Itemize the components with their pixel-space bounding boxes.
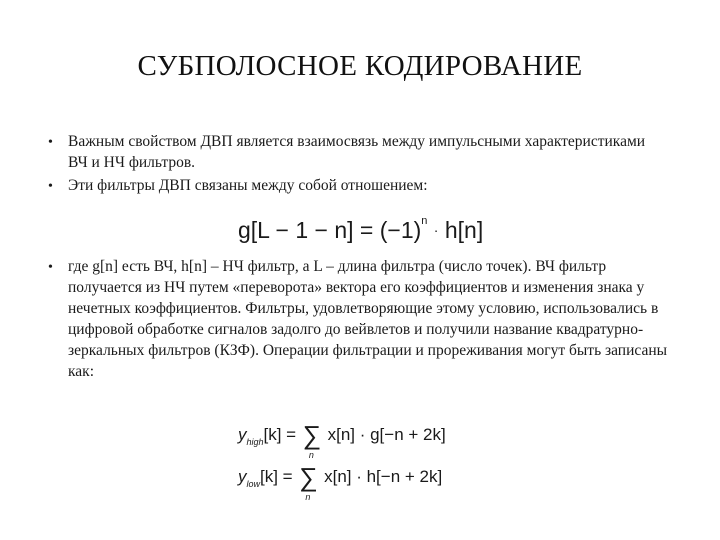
sum-index-high: n (308, 450, 314, 460)
formula-low-y: y (238, 467, 247, 486)
bullet-text-1: Важным свойством ДВП является взаимосвязь между импульсными характеристиками ВЧ и НЧ фильтров. (68, 133, 646, 171)
formula-relation-lhs: g[L − 1 − n] = (−1) (238, 217, 422, 243)
formula-relation-dot: · (433, 222, 439, 238)
formula-high-y: y (238, 425, 247, 444)
formula-high-subscript: high (246, 437, 264, 447)
sum-symbol-high (301, 420, 323, 460)
sum-sign-low: ∑ (299, 462, 318, 492)
slide-title: СУБПОЛОСНОЕ КОДИРОВАНИЕ (137, 50, 583, 82)
bullet-text-2: Эти фильтры ДВП связаны между собой отношением: (68, 177, 428, 194)
formula-low-lhs-arg: [k] = (260, 467, 293, 486)
formula-low-subscript: low (246, 479, 261, 489)
formula-low-body: x[n] · h[−n + 2k] (324, 467, 443, 486)
formula-relation-exponent: n (421, 215, 428, 227)
bullet-marker-3: • (48, 260, 53, 275)
bullet-marker-1: • (48, 135, 53, 150)
sum-symbol-low (297, 462, 319, 502)
sum-index-low: n (305, 492, 311, 502)
low-pass-decimation-formula (238, 462, 443, 502)
formula-relation-rhs: h[n] (444, 217, 484, 243)
sum-sign-high: ∑ (302, 420, 322, 450)
filter-relation-formula (238, 215, 483, 244)
formula-high-lhs-arg: [k] = (263, 425, 297, 444)
bullet-text-3: где g[n] есть ВЧ, h[n] – НЧ фильтр, а L – длина фильтра (число точек). ВЧ фильтр получается из НЧ путем «переворота» вектора его коэффициентов и изменения знака у нечетных коэффициентов. Фильтры, удовлетворяющие этому условию, использовались в цифровой обработке сигналов задолго до вейвлетов и получили название квадратурно-зеркальных фильтров (КЗФ). Операции фильтрации и прореживания могут быть записаны как: (68, 258, 668, 380)
high-pass-decimation-formula (238, 420, 446, 460)
formula-high-body: x[n] · g[−n + 2k] (327, 425, 446, 444)
bullet-marker-2: • (48, 179, 53, 194)
